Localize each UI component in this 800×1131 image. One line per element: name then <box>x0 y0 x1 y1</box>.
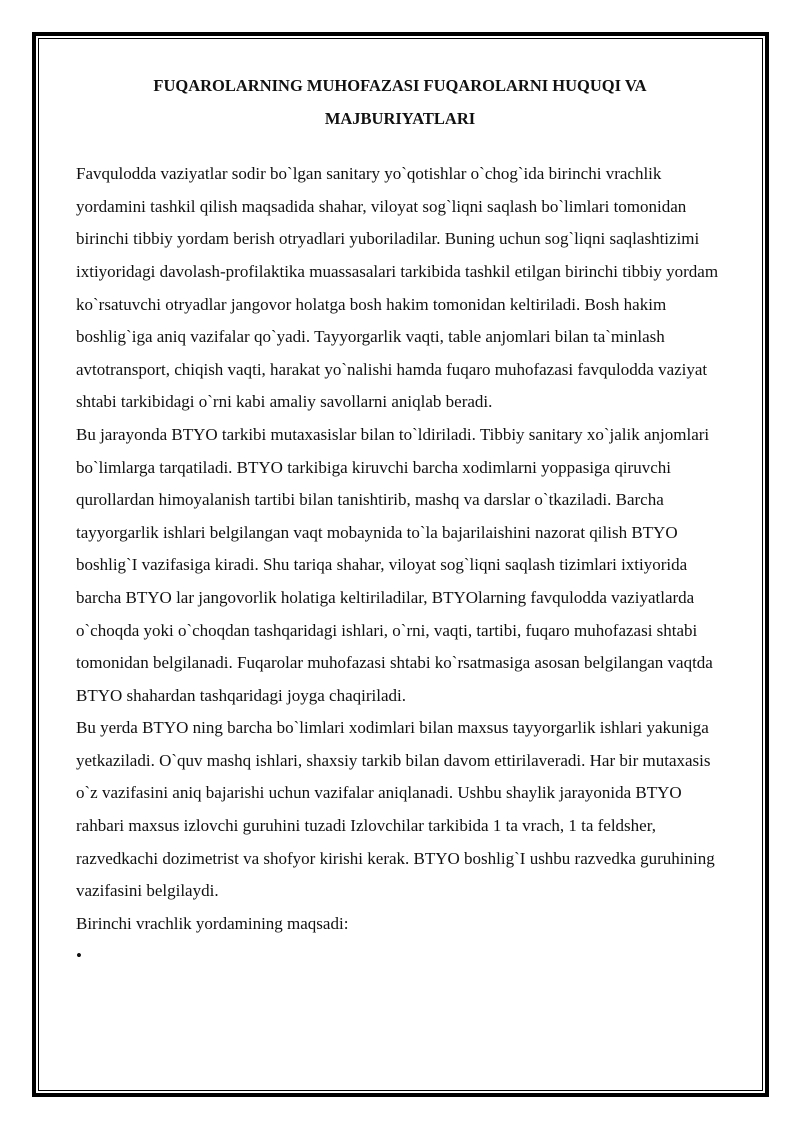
document-title: FUQAROLARNING MUHOFAZASI FUQAROLARNI HUQUQI VA MAJBURIYATLARI <box>153 76 647 128</box>
paragraph-2: Bu jarayonda BTYO tarkibi mutaxasislar bilan to`ldiriladi. Tibbiy sanitary xo`jalik anjomlari bo`limlarga tarqatiladi. BTYO tarkibiga kiruvchi barcha xodimlarni yoppasiga qiruvchi qurollardan himoyalanish tartibi bilan tanishtirib, mashq va darslar o`tkaziladi. Barcha tayyorgarlik ishlari belgilangan vaqt mobaynida to`la bajarilaishini nazorat qilish BTYO boshlig`I vazifasiga kiradi. Shu tariqa shahar, viloyat sog`liqni saqlash tizimlari ixtiyorida barcha BTYO lar jangovorlik holatiga keltiriladilar, BTYOlarning favqulodda vaziyatlarda o`choqda yoki o`choqdan tashqaridagi ishlari, o`rni, vaqti, tartibi, fuqaro muhofazasi shtabi tomonidan belgilanadi. Fuqarolar muhofazasi shtabi ko`rsatmasiga asosan belgilangan vaqtda BTYO shahardan tashqaridagi joyga chaqiriladi. <box>76 424 713 705</box>
paragraph-4: Birinchi vrachlik yordamining maqsadi: <box>76 913 349 933</box>
paragraph-3: Bu yerda BTYO ning barcha bo`limlari xodimlari bilan maxsus tayyorgarlik ishlari yakuniga yetkaziladi. O`quv mashq ishlari, shaxsiy tarkib bilan davom ettirilaveradi. Har bir mutaxasis o`z vazifasini aniq bajarishi uchun vazifalar aniqlanadi. Ushbu shaylik jarayonida BTYO rahbari maxsus izlovchi guruhini tuzadi Izlovchilar tarkibida 1 ta vrach, 1 ta feldsher, razvedkachi dozimetrist va shofyor kirishi kerak. BTYO boshlig`I ushbu razvedka guruhining vazifasini belgilaydi. <box>76 718 715 901</box>
document-body <box>76 70 724 973</box>
bullet-point: • <box>76 946 82 966</box>
paragraph-1: Favqulodda vaziyatlar sodir bo`lgan sanitary yo`qotishlar o`chog`ida birinchi vrachlik yordamini tashkil qilish maqsadida shahar, viloyat sog`liqni saqlash bo`limlari tomonidan birinchi tibbiy yordam berish otryadlari yuboriladilar. Buning uchun sog`liqni saqlashtizimi ixtiyoridagi davolash-profilaktika muassasalari tarkibida tashkil etilgan birinchi tibbiy yordam ko`rsatuvchi otryadlar jangovor holatga bosh hakim tomonidan keltiriladi. Bosh hakim boshlig`iga aniq vazifalar qo`yadi. Tayyorgarlik vaqti, table anjomlari bilan ta`minlash avtotransport, chiqish vaqti, harakat yo`nalishi hamda fuqaro muhofazasi favqulodda vaziyat shtabi tarkibidagi o`rni kabi amaliy savollarni aniqlab beradi. <box>76 164 719 412</box>
